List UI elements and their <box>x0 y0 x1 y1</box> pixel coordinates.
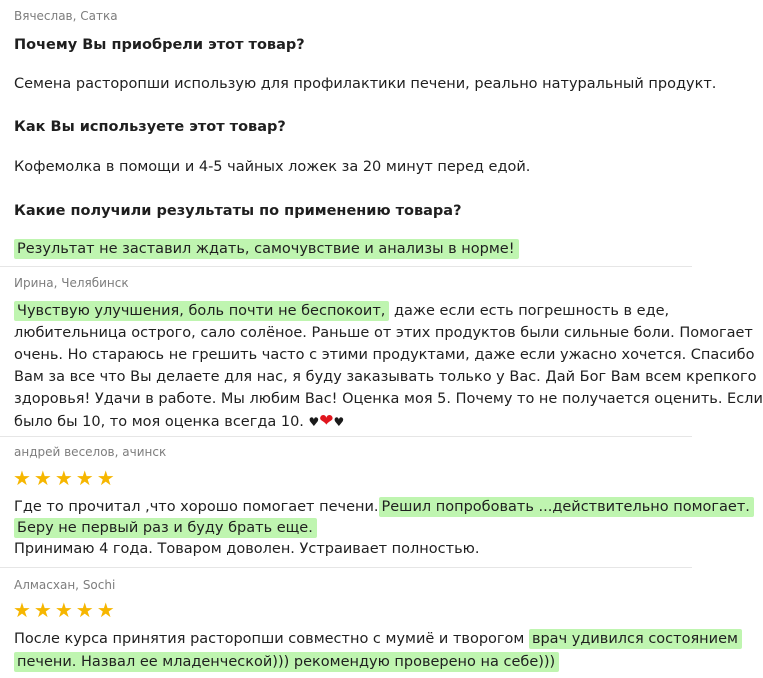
review-text-line <box>14 498 754 516</box>
review-text-line: любительница острого, сало солёное. Раньше от этих продуктов были сильные боли. Помогает <box>14 325 753 341</box>
black-heart-icon: ♥ <box>333 415 345 429</box>
highlighted-text: Чувствую улучшения, боль почти не беспокоит, <box>14 301 389 321</box>
highlighted-text: Результат не заставил ждать, самочувствие и анализы в норме! <box>14 239 519 259</box>
highlighted-text: Беру не первый раз и буду брать еще. <box>14 518 317 538</box>
review-text-line: Вам за все что Вы делаете для нас, я буду заказывать только у Вас. Дай Бог Вам всем крепкого <box>14 369 757 385</box>
star-rating: ★★★★★ <box>13 598 118 622</box>
review-author: Ирина, Челябинск <box>14 276 129 290</box>
review-text-line: здоровья! Удачи в работе. Мы любим Вас! Оценка моя 5. Почему то не получается оценить. Если <box>14 391 763 407</box>
question-heading: Какие получили результаты по применению товара? <box>14 203 462 219</box>
review-text: было бы 10, то моя оценка всегда 10. <box>14 414 309 430</box>
highlighted-text: печени. Назвал ее младенческой))) рекомендую проверено на себе))) <box>14 652 559 672</box>
review-text-line: Принимаю 4 года. Товаром доволен. Устраивает полностью. <box>14 541 480 557</box>
black-heart-icon: ♥ <box>308 415 320 429</box>
review-text-line: очень. Но стараюсь не грешить часто с этими продуктами, даже если ужасно хочется. Спасибо <box>14 347 755 363</box>
review-divider <box>0 436 692 437</box>
question-heading: Почему Вы приобрели этот товар? <box>14 37 305 53</box>
answer-text <box>14 240 519 258</box>
answer-text: Семена расторопши использую для профилактики печени, реально натуральный продукт. <box>14 76 717 92</box>
review-text-line <box>14 519 317 537</box>
star-rating: ★★★★★ <box>13 466 118 490</box>
review-author: андрей веселов, ачинск <box>14 445 167 459</box>
highlighted-text: Решил попробовать ...действительно помогает. <box>379 497 754 517</box>
review-text-line <box>14 653 559 671</box>
review-text-line <box>14 302 669 320</box>
review-text-line <box>14 630 742 648</box>
review-text: даже если есть погрешность в еде, <box>389 303 670 319</box>
review-text-line <box>14 412 344 431</box>
review-author: Вячеслав, Сатка <box>14 9 118 23</box>
highlighted-text: врач удивился состоянием <box>529 629 742 649</box>
review-divider <box>0 567 692 568</box>
review-text: После курса принятия расторопши совместно с мумиё и творогом <box>14 631 529 647</box>
review-author: Алмасхан, Sochi <box>14 578 116 592</box>
review-text: Где то прочитал ,что хорошо помогает печени. <box>14 499 379 515</box>
red-heart-icon: ❤ <box>319 411 334 431</box>
question-heading: Как Вы используете этот товар? <box>14 119 286 135</box>
review-divider <box>0 266 692 267</box>
answer-text: Кофемолка в помощи и 4-5 чайных ложек за 20 минут перед едой. <box>14 159 531 175</box>
